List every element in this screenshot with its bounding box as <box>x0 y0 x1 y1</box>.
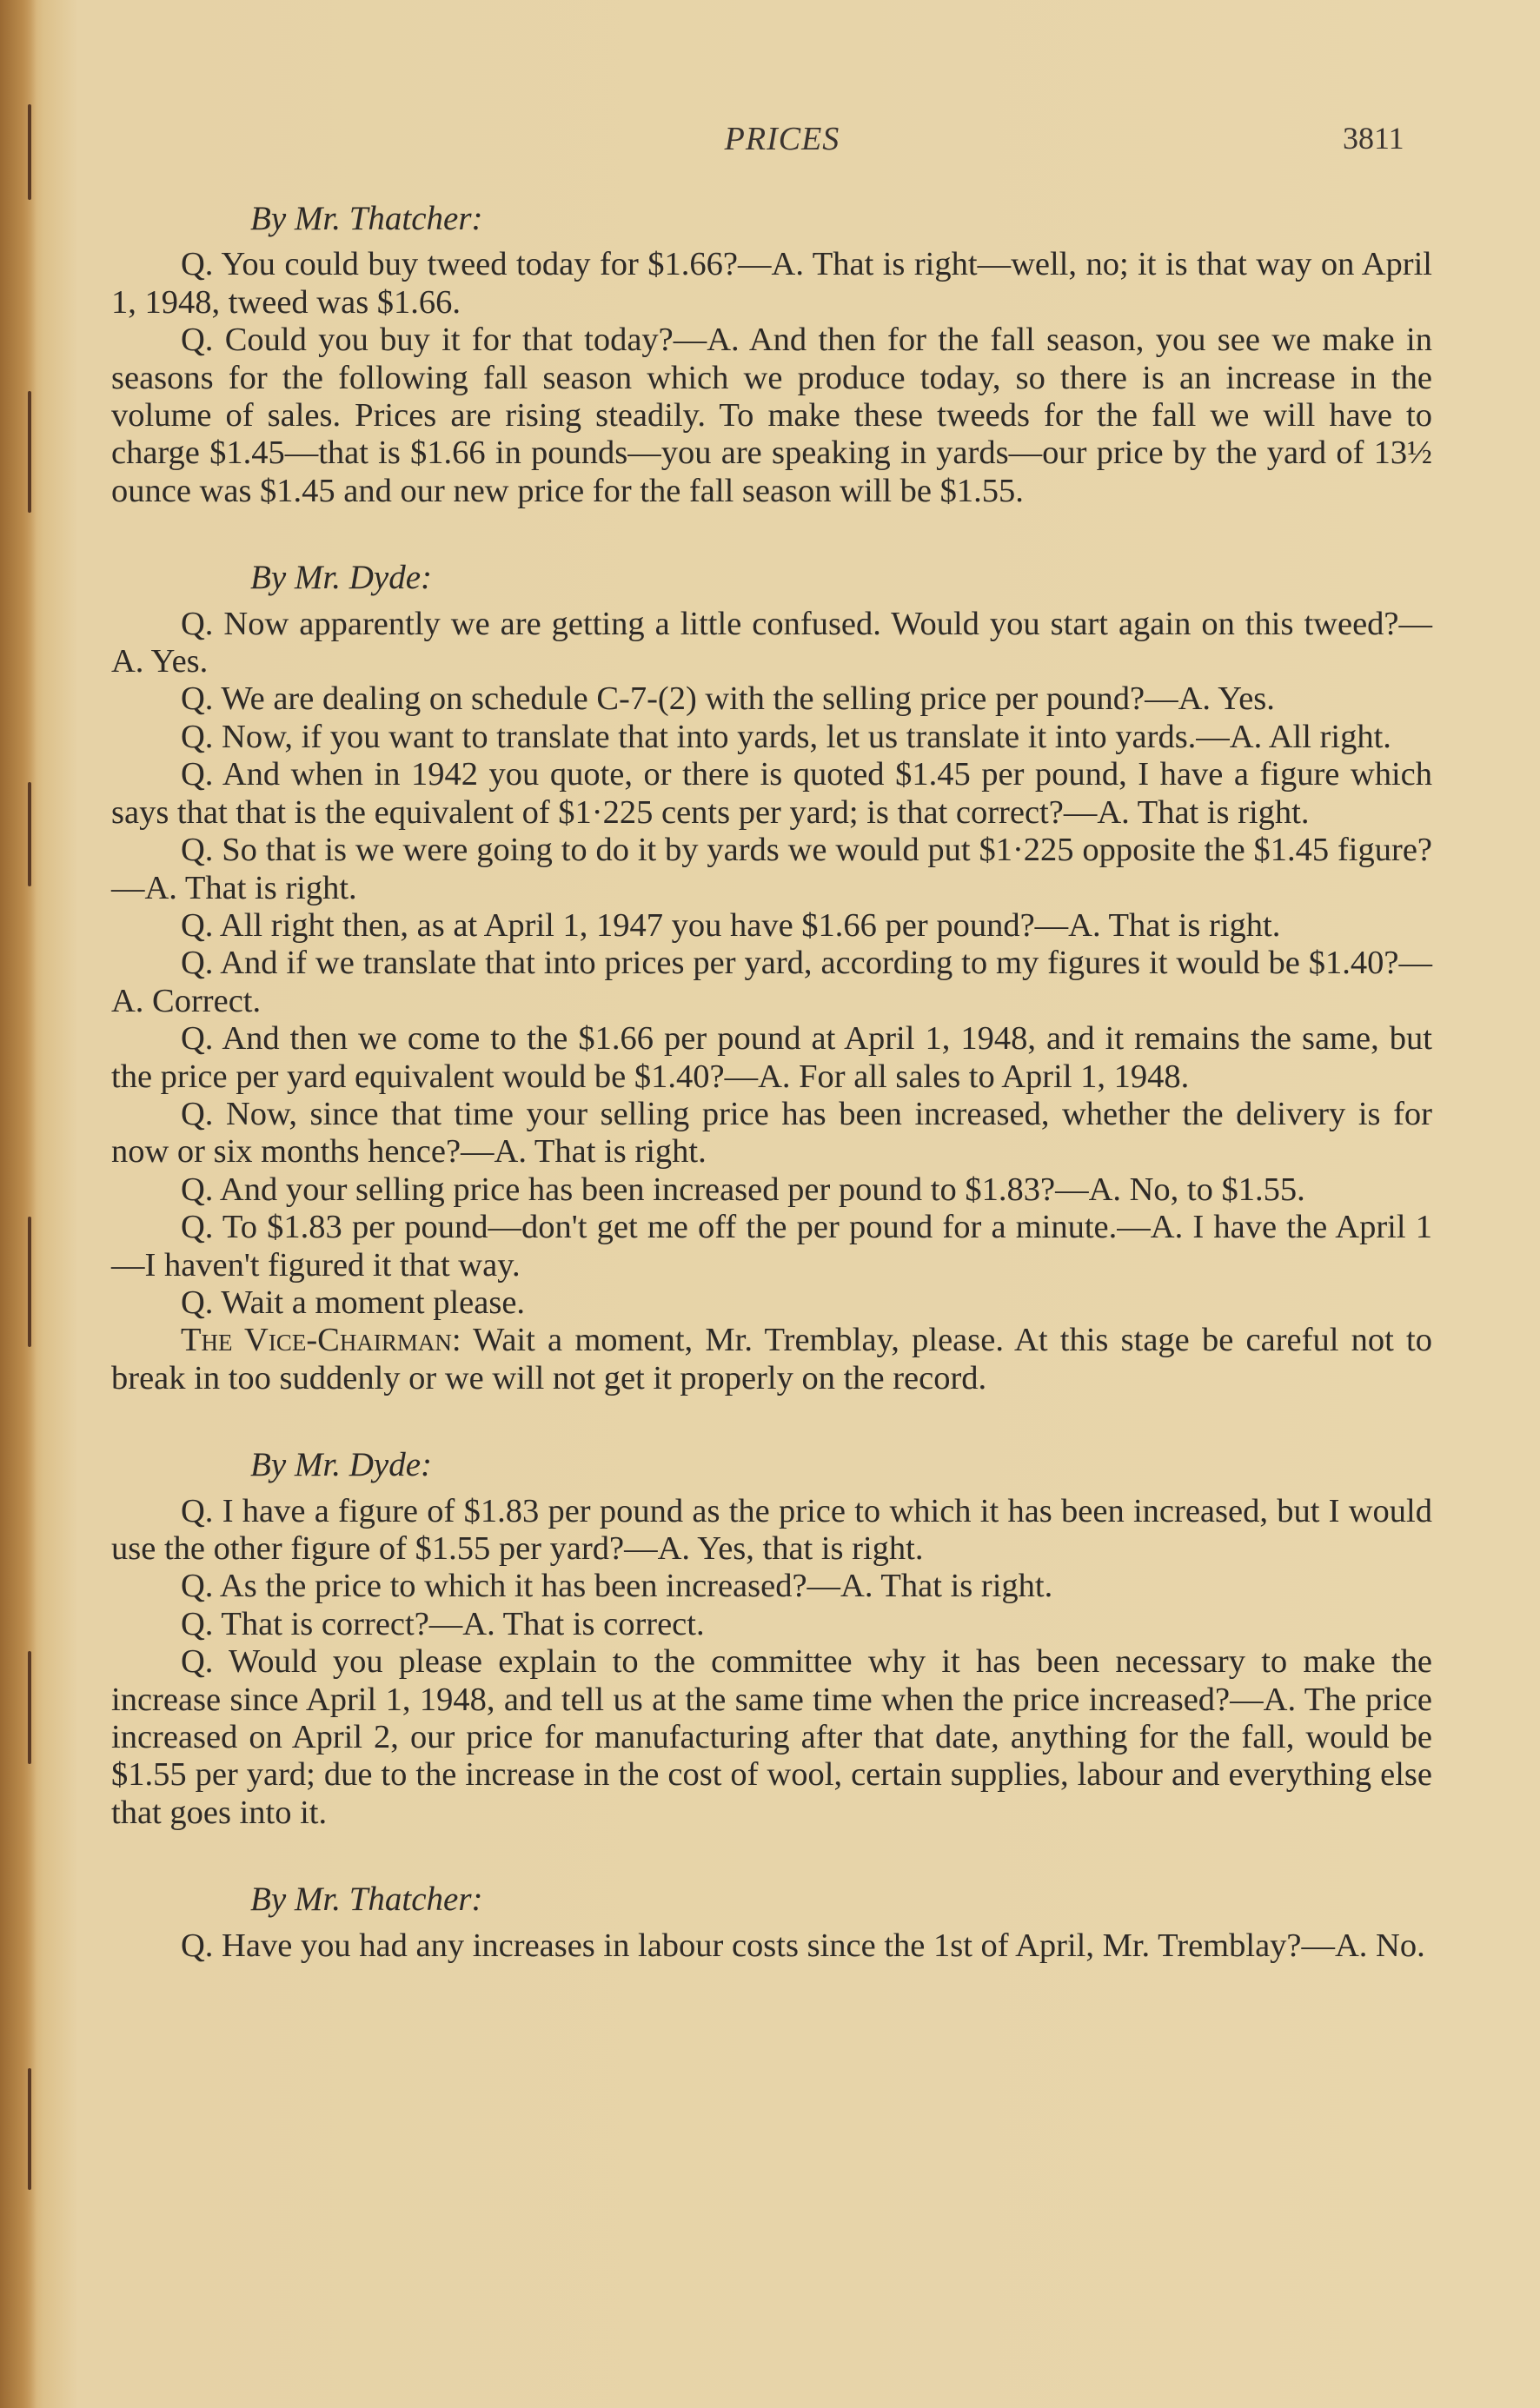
paragraph: Q. Now apparently we are getting a little confused. Would you start again on this tweed?—A. Yes. <box>111 605 1432 680</box>
paragraph: Q. And your selling price has been increased per pound to $1.83?—A. No, to $1.55. <box>181 1171 1305 1208</box>
speaker-heading: By Mr. Dyde: <box>250 1446 432 1484</box>
paragraph: Q. Now, if you want to translate that into yards, let us translate it into yards.—A. All right. <box>181 718 1391 755</box>
paragraph: Q. Would you please explain to the committee why it has been necessary to make the increase since April 1, 1948, and tell us at the same time when the price increased?—A. The price increased on April 2, our price for manufacturing after that date, anything for the fall, would be $1.55 per yard; due to the increase in the cost of wool, certain supplies, labour and everything else that goes into it. <box>111 1643 1432 1831</box>
chair-remark-text: Wait a moment, Mr. Tremblay, please. At this stage be careful not to break in too suddenly or we will not get it properly on the record. <box>111 1322 1432 1396</box>
paragraph: Q. Wait a moment please. <box>181 1284 526 1321</box>
transcript-body <box>111 200 1432 2013</box>
paragraph: Q. We are dealing on schedule C-7-(2) with the selling price per pound?—A. Yes. <box>181 680 1275 718</box>
section-dyde-1 <box>111 559 1432 1397</box>
paragraph: Q. As the price to which it has been increased?—A. That is right. <box>181 1568 1053 1605</box>
speaker-heading: By Mr. Thatcher: <box>250 1881 483 1919</box>
paragraph: Q. And when in 1942 you quote, or there is quoted $1.45 per pound, I have a figure which says that that is the equivalent of $1·225 cents per yard; is that correct?—A. That is right. <box>111 756 1432 831</box>
page-number: 3811 <box>1343 121 1404 156</box>
paragraph: Q. You could buy tweed today for $1.66?—A. That is right—well, no; it is that way on April 1, 1948, tweed was $1.66. <box>111 246 1432 321</box>
paragraph: Q. And then we come to the $1.66 per pound at April 1, 1948, and it remains the same, but the price per yard equivalent would be $1.40?—A. For all sales to April 1, 1948. <box>111 1020 1432 1095</box>
binding-thread <box>28 2068 31 2190</box>
page-header <box>0 120 1540 172</box>
binding-thread <box>28 391 31 513</box>
paragraph: Q. All right then, as at April 1, 1947 you have $1.66 per pound?—A. That is right. <box>181 906 1281 944</box>
paragraph: Q. I have a figure of $1.83 per pound as the price to which it has been increased, but I would use the other figure of $1.55 per yard?—A. Yes, that is right. <box>111 1492 1432 1567</box>
binding-thread <box>28 782 31 886</box>
paragraph: Q. And if we translate that into prices per yard, according to my figures it would be $1.40?—A. Correct. <box>111 945 1432 1019</box>
chair-speaker-label: The Vice-Chairman: <box>181 1322 461 1359</box>
section-dyde-2 <box>111 1446 1432 1832</box>
speaker-heading: By Mr. Dyde: <box>250 559 432 597</box>
book-spine-edge <box>0 0 37 2408</box>
paragraph: Q. To $1.83 per pound—don't get me off the per pound for a minute.—A. I have the April 1—I haven't figured it that way. <box>111 1209 1432 1284</box>
binding-thread <box>28 1217 31 1347</box>
running-title: PRICES <box>724 121 840 157</box>
paragraph: Q. Could you buy it for that today?—A. And then for the fall season, you see we make in seasons for the following fall season which we produce today, so there is an increase in the volume of sales. Prices are rising steadily. To make these tweeds for the fall we will have to charge $1.45—that is $1.66 in pounds—you are speaking in yards—our price by the yard of 13½ ounce was $1.45 and our new price for the fall season will be $1.55. <box>111 322 1432 509</box>
paragraph: Q. Now, since that time your selling price has been increased, whether the delivery is for now or six months hence?—A. That is right. <box>111 1095 1432 1171</box>
paragraph: Q. Have you had any increases in labour costs since the 1st of April, Mr. Tremblay?—A. No. <box>181 1927 1425 1964</box>
chair-remark <box>111 1322 1432 1397</box>
speaker-heading: By Mr. Thatcher: <box>250 200 483 237</box>
section-thatcher-1 <box>111 200 1432 510</box>
paragraph: Q. So that is we were going to do it by yards we would put $1·225 opposite the $1.45 figure?—A. That is right. <box>111 832 1432 906</box>
paragraph: Q. That is correct?—A. That is correct. <box>181 1605 705 1642</box>
binding-thread <box>28 1651 31 1764</box>
section-thatcher-2 <box>111 1881 1432 1965</box>
